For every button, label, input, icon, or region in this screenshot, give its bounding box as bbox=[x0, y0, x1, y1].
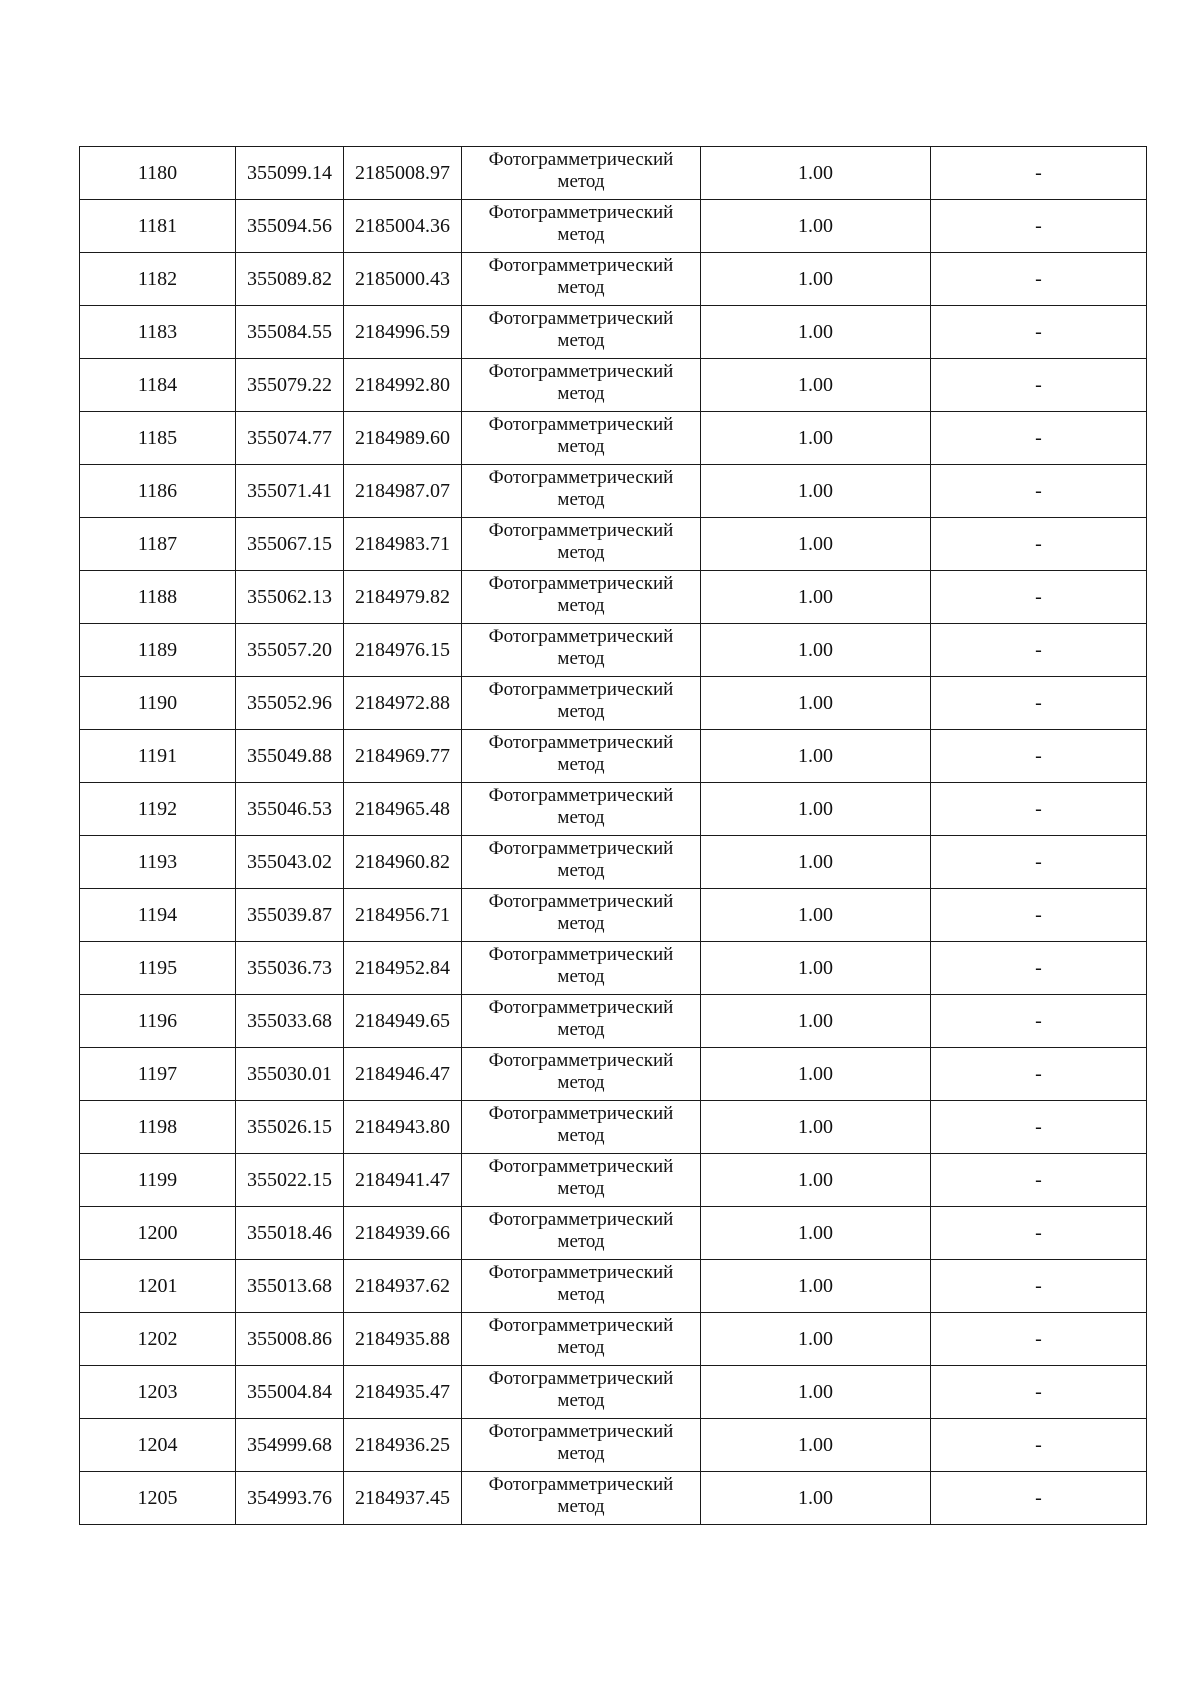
accuracy-cell: 1.00 bbox=[701, 200, 931, 253]
accuracy-cell: 1.00 bbox=[701, 359, 931, 412]
note-cell: - bbox=[931, 995, 1147, 1048]
note-cell: - bbox=[931, 465, 1147, 518]
y-coordinate-cell: 2185008.97 bbox=[344, 147, 462, 200]
method-text-line-1: Фотограмметрический bbox=[488, 1156, 674, 1177]
point-number-cell: 1189 bbox=[80, 624, 236, 677]
method-cell bbox=[462, 147, 701, 200]
point-number-cell: 1202 bbox=[80, 1313, 236, 1366]
y-coordinate-cell: 2184979.82 bbox=[344, 571, 462, 624]
method-text-line-2: метод bbox=[557, 330, 605, 351]
x-coordinate-cell: 355039.87 bbox=[236, 889, 344, 942]
note-cell: - bbox=[931, 253, 1147, 306]
y-coordinate-cell: 2185004.36 bbox=[344, 200, 462, 253]
method-text-line-2: метод bbox=[557, 224, 605, 245]
note-cell: - bbox=[931, 783, 1147, 836]
method-text-line-2: метод bbox=[557, 1125, 605, 1146]
table-row bbox=[80, 147, 1147, 200]
table-row bbox=[80, 889, 1147, 942]
y-coordinate-cell: 2184976.15 bbox=[344, 624, 462, 677]
point-number-cell: 1205 bbox=[80, 1472, 236, 1525]
table-row bbox=[80, 1472, 1147, 1525]
y-coordinate-cell: 2184952.84 bbox=[344, 942, 462, 995]
y-coordinate-cell: 2184983.71 bbox=[344, 518, 462, 571]
point-number-cell: 1192 bbox=[80, 783, 236, 836]
accuracy-cell: 1.00 bbox=[701, 518, 931, 571]
method-text-line-1: Фотограмметрический bbox=[488, 1315, 674, 1336]
x-coordinate-cell: 355071.41 bbox=[236, 465, 344, 518]
table-row bbox=[80, 253, 1147, 306]
table-row bbox=[80, 677, 1147, 730]
x-coordinate-cell: 355008.86 bbox=[236, 1313, 344, 1366]
method-cell bbox=[462, 412, 701, 465]
note-cell: - bbox=[931, 677, 1147, 730]
x-coordinate-cell: 354999.68 bbox=[236, 1419, 344, 1472]
method-text-line-1: Фотограмметрический bbox=[488, 838, 674, 859]
note-cell: - bbox=[931, 1472, 1147, 1525]
method-text-line-2: метод bbox=[557, 1178, 605, 1199]
x-coordinate-cell: 355030.01 bbox=[236, 1048, 344, 1101]
x-coordinate-cell: 355084.55 bbox=[236, 306, 344, 359]
y-coordinate-cell: 2184937.62 bbox=[344, 1260, 462, 1313]
table-row bbox=[80, 412, 1147, 465]
method-text-line-2: метод bbox=[557, 1390, 605, 1411]
y-coordinate-cell: 2184937.45 bbox=[344, 1472, 462, 1525]
note-cell: - bbox=[931, 200, 1147, 253]
table-row bbox=[80, 465, 1147, 518]
table-row bbox=[80, 836, 1147, 889]
accuracy-cell: 1.00 bbox=[701, 1366, 931, 1419]
y-coordinate-cell: 2184965.48 bbox=[344, 783, 462, 836]
y-coordinate-cell: 2184935.47 bbox=[344, 1366, 462, 1419]
accuracy-cell: 1.00 bbox=[701, 942, 931, 995]
method-text-line-1: Фотограмметрический bbox=[488, 997, 674, 1018]
accuracy-cell: 1.00 bbox=[701, 306, 931, 359]
point-number-cell: 1195 bbox=[80, 942, 236, 995]
table-row bbox=[80, 200, 1147, 253]
method-text-line-1: Фотограмметрический bbox=[488, 573, 674, 594]
point-number-cell: 1204 bbox=[80, 1419, 236, 1472]
table-row bbox=[80, 783, 1147, 836]
method-cell bbox=[462, 359, 701, 412]
x-coordinate-cell: 355026.15 bbox=[236, 1101, 344, 1154]
point-number-cell: 1186 bbox=[80, 465, 236, 518]
method-cell bbox=[462, 253, 701, 306]
x-coordinate-cell: 355013.68 bbox=[236, 1260, 344, 1313]
table-row bbox=[80, 1419, 1147, 1472]
x-coordinate-cell: 355049.88 bbox=[236, 730, 344, 783]
table-row bbox=[80, 1048, 1147, 1101]
x-coordinate-cell: 355074.77 bbox=[236, 412, 344, 465]
x-coordinate-cell: 355089.82 bbox=[236, 253, 344, 306]
method-cell bbox=[462, 1313, 701, 1366]
method-text-line-2: метод bbox=[557, 807, 605, 828]
point-number-cell: 1180 bbox=[80, 147, 236, 200]
y-coordinate-cell: 2184935.88 bbox=[344, 1313, 462, 1366]
method-cell bbox=[462, 1419, 701, 1472]
point-number-cell: 1183 bbox=[80, 306, 236, 359]
note-cell: - bbox=[931, 1313, 1147, 1366]
table-row bbox=[80, 1101, 1147, 1154]
method-cell bbox=[462, 995, 701, 1048]
accuracy-cell: 1.00 bbox=[701, 995, 931, 1048]
accuracy-cell: 1.00 bbox=[701, 1154, 931, 1207]
note-cell: - bbox=[931, 1207, 1147, 1260]
y-coordinate-cell: 2184996.59 bbox=[344, 306, 462, 359]
accuracy-cell: 1.00 bbox=[701, 783, 931, 836]
method-cell bbox=[462, 836, 701, 889]
method-text-line-1: Фотограмметрический bbox=[488, 679, 674, 700]
method-text-line-2: метод bbox=[557, 966, 605, 987]
method-text-line-1: Фотограмметрический bbox=[488, 467, 674, 488]
method-text-line-2: метод bbox=[557, 860, 605, 881]
method-text-line-1: Фотограмметрический bbox=[488, 891, 674, 912]
table-row bbox=[80, 306, 1147, 359]
accuracy-cell: 1.00 bbox=[701, 1101, 931, 1154]
method-text-line-1: Фотограмметрический bbox=[488, 1421, 674, 1442]
table-row bbox=[80, 730, 1147, 783]
method-text-line-1: Фотограмметрический bbox=[488, 1103, 674, 1124]
method-cell bbox=[462, 571, 701, 624]
point-number-cell: 1194 bbox=[80, 889, 236, 942]
x-coordinate-cell: 355036.73 bbox=[236, 942, 344, 995]
y-coordinate-cell: 2184972.88 bbox=[344, 677, 462, 730]
method-text-line-1: Фотограмметрический bbox=[488, 308, 674, 329]
note-cell: - bbox=[931, 518, 1147, 571]
method-cell bbox=[462, 942, 701, 995]
accuracy-cell: 1.00 bbox=[701, 1419, 931, 1472]
point-number-cell: 1197 bbox=[80, 1048, 236, 1101]
x-coordinate-cell: 355062.13 bbox=[236, 571, 344, 624]
x-coordinate-cell: 355033.68 bbox=[236, 995, 344, 1048]
y-coordinate-cell: 2184987.07 bbox=[344, 465, 462, 518]
y-coordinate-cell: 2184939.66 bbox=[344, 1207, 462, 1260]
note-cell: - bbox=[931, 147, 1147, 200]
method-cell bbox=[462, 783, 701, 836]
method-text-line-2: метод bbox=[557, 1443, 605, 1464]
note-cell: - bbox=[931, 889, 1147, 942]
method-text-line-1: Фотограмметрический bbox=[488, 785, 674, 806]
point-number-cell: 1203 bbox=[80, 1366, 236, 1419]
method-text-line-1: Фотограмметрический bbox=[488, 361, 674, 382]
method-cell bbox=[462, 1207, 701, 1260]
method-cell bbox=[462, 200, 701, 253]
y-coordinate-cell: 2184989.60 bbox=[344, 412, 462, 465]
accuracy-cell: 1.00 bbox=[701, 677, 931, 730]
table-row bbox=[80, 1366, 1147, 1419]
point-number-cell: 1188 bbox=[80, 571, 236, 624]
point-number-cell: 1190 bbox=[80, 677, 236, 730]
point-number-cell: 1196 bbox=[80, 995, 236, 1048]
y-coordinate-cell: 2184969.77 bbox=[344, 730, 462, 783]
method-cell bbox=[462, 1366, 701, 1419]
accuracy-cell: 1.00 bbox=[701, 1313, 931, 1366]
y-coordinate-cell: 2184960.82 bbox=[344, 836, 462, 889]
method-cell bbox=[462, 1048, 701, 1101]
method-text-line-1: Фотограмметрический bbox=[488, 414, 674, 435]
method-text-line-2: метод bbox=[557, 1496, 605, 1517]
y-coordinate-cell: 2184992.80 bbox=[344, 359, 462, 412]
accuracy-cell: 1.00 bbox=[701, 1472, 931, 1525]
method-text-line-2: метод bbox=[557, 754, 605, 775]
method-text-line-1: Фотограмметрический bbox=[488, 520, 674, 541]
point-number-cell: 1184 bbox=[80, 359, 236, 412]
method-cell bbox=[462, 1472, 701, 1525]
note-cell: - bbox=[931, 730, 1147, 783]
y-coordinate-cell: 2184936.25 bbox=[344, 1419, 462, 1472]
method-text-line-2: метод bbox=[557, 648, 605, 669]
method-text-line-2: метод bbox=[557, 436, 605, 457]
accuracy-cell: 1.00 bbox=[701, 147, 931, 200]
point-number-cell: 1181 bbox=[80, 200, 236, 253]
x-coordinate-cell: 355094.56 bbox=[236, 200, 344, 253]
table-row bbox=[80, 1313, 1147, 1366]
method-text-line-1: Фотограмметрический bbox=[488, 944, 674, 965]
y-coordinate-cell: 2184956.71 bbox=[344, 889, 462, 942]
accuracy-cell: 1.00 bbox=[701, 571, 931, 624]
table-row bbox=[80, 1260, 1147, 1313]
table-row bbox=[80, 995, 1147, 1048]
note-cell: - bbox=[931, 624, 1147, 677]
accuracy-cell: 1.00 bbox=[701, 1048, 931, 1101]
point-number-cell: 1191 bbox=[80, 730, 236, 783]
y-coordinate-cell: 2184946.47 bbox=[344, 1048, 462, 1101]
table-body bbox=[80, 147, 1147, 1525]
method-text-line-2: метод bbox=[557, 701, 605, 722]
coordinates-table bbox=[79, 146, 1147, 1525]
table-row bbox=[80, 518, 1147, 571]
method-text-line-2: метод bbox=[557, 542, 605, 563]
point-number-cell: 1193 bbox=[80, 836, 236, 889]
method-cell bbox=[462, 465, 701, 518]
method-text-line-1: Фотограмметрический bbox=[488, 732, 674, 753]
note-cell: - bbox=[931, 1366, 1147, 1419]
table-row bbox=[80, 1207, 1147, 1260]
accuracy-cell: 1.00 bbox=[701, 253, 931, 306]
method-text-line-2: метод bbox=[557, 383, 605, 404]
accuracy-cell: 1.00 bbox=[701, 889, 931, 942]
method-cell bbox=[462, 306, 701, 359]
method-text-line-2: метод bbox=[557, 1072, 605, 1093]
x-coordinate-cell: 355022.15 bbox=[236, 1154, 344, 1207]
method-text-line-2: метод bbox=[557, 1231, 605, 1252]
accuracy-cell: 1.00 bbox=[701, 730, 931, 783]
method-text-line-2: метод bbox=[557, 277, 605, 298]
x-coordinate-cell: 355004.84 bbox=[236, 1366, 344, 1419]
accuracy-cell: 1.00 bbox=[701, 465, 931, 518]
y-coordinate-cell: 2184941.47 bbox=[344, 1154, 462, 1207]
method-text-line-2: метод bbox=[557, 489, 605, 510]
note-cell: - bbox=[931, 1419, 1147, 1472]
point-number-cell: 1200 bbox=[80, 1207, 236, 1260]
point-number-cell: 1198 bbox=[80, 1101, 236, 1154]
note-cell: - bbox=[931, 571, 1147, 624]
accuracy-cell: 1.00 bbox=[701, 412, 931, 465]
x-coordinate-cell: 354993.76 bbox=[236, 1472, 344, 1525]
point-number-cell: 1185 bbox=[80, 412, 236, 465]
note-cell: - bbox=[931, 836, 1147, 889]
x-coordinate-cell: 355018.46 bbox=[236, 1207, 344, 1260]
method-cell bbox=[462, 624, 701, 677]
accuracy-cell: 1.00 bbox=[701, 1260, 931, 1313]
method-cell bbox=[462, 1260, 701, 1313]
method-cell bbox=[462, 677, 701, 730]
note-cell: - bbox=[931, 1154, 1147, 1207]
note-cell: - bbox=[931, 359, 1147, 412]
method-text-line-1: Фотограмметрический bbox=[488, 202, 674, 223]
method-text-line-1: Фотограмметрический bbox=[488, 1262, 674, 1283]
method-cell bbox=[462, 1154, 701, 1207]
accuracy-cell: 1.00 bbox=[701, 1207, 931, 1260]
point-number-cell: 1187 bbox=[80, 518, 236, 571]
table-row bbox=[80, 624, 1147, 677]
method-text-line-1: Фотограмметрический bbox=[488, 1368, 674, 1389]
point-number-cell: 1182 bbox=[80, 253, 236, 306]
method-text-line-2: метод bbox=[557, 1337, 605, 1358]
table-row bbox=[80, 571, 1147, 624]
x-coordinate-cell: 355067.15 bbox=[236, 518, 344, 571]
point-number-cell: 1201 bbox=[80, 1260, 236, 1313]
method-text-line-2: метод bbox=[557, 1284, 605, 1305]
x-coordinate-cell: 355057.20 bbox=[236, 624, 344, 677]
method-cell bbox=[462, 1101, 701, 1154]
accuracy-cell: 1.00 bbox=[701, 836, 931, 889]
note-cell: - bbox=[931, 412, 1147, 465]
method-text-line-1: Фотограмметрический bbox=[488, 626, 674, 647]
method-text-line-2: метод bbox=[557, 913, 605, 934]
note-cell: - bbox=[931, 1048, 1147, 1101]
method-text-line-2: метод bbox=[557, 1019, 605, 1040]
y-coordinate-cell: 2184943.80 bbox=[344, 1101, 462, 1154]
method-text-line-1: Фотограмметрический bbox=[488, 149, 674, 170]
y-coordinate-cell: 2185000.43 bbox=[344, 253, 462, 306]
method-text-line-2: метод bbox=[557, 171, 605, 192]
note-cell: - bbox=[931, 1260, 1147, 1313]
note-cell: - bbox=[931, 942, 1147, 995]
method-text-line-1: Фотограмметрический bbox=[488, 1209, 674, 1230]
accuracy-cell: 1.00 bbox=[701, 624, 931, 677]
x-coordinate-cell: 355099.14 bbox=[236, 147, 344, 200]
method-text-line-1: Фотограмметрический bbox=[488, 1050, 674, 1071]
method-cell bbox=[462, 518, 701, 571]
method-cell bbox=[462, 889, 701, 942]
note-cell: - bbox=[931, 1101, 1147, 1154]
table-row bbox=[80, 359, 1147, 412]
x-coordinate-cell: 355052.96 bbox=[236, 677, 344, 730]
method-cell bbox=[462, 730, 701, 783]
method-text-line-2: метод bbox=[557, 595, 605, 616]
method-text-line-1: Фотограмметрический bbox=[488, 255, 674, 276]
method-text-line-1: Фотограмметрический bbox=[488, 1474, 674, 1495]
note-cell: - bbox=[931, 306, 1147, 359]
x-coordinate-cell: 355043.02 bbox=[236, 836, 344, 889]
x-coordinate-cell: 355046.53 bbox=[236, 783, 344, 836]
table-row bbox=[80, 942, 1147, 995]
table-row bbox=[80, 1154, 1147, 1207]
point-number-cell: 1199 bbox=[80, 1154, 236, 1207]
x-coordinate-cell: 355079.22 bbox=[236, 359, 344, 412]
y-coordinate-cell: 2184949.65 bbox=[344, 995, 462, 1048]
